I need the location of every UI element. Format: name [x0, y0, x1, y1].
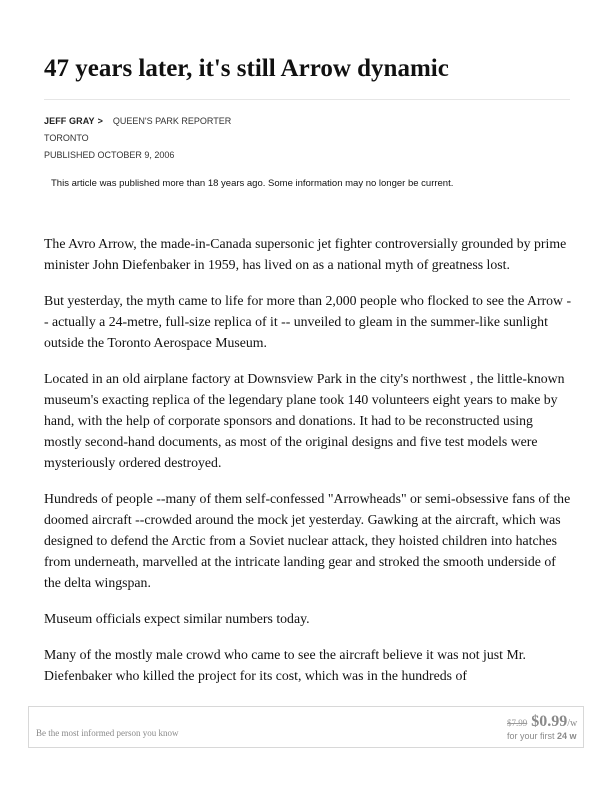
subscription-price[interactable] — [507, 713, 577, 731]
byline — [44, 115, 231, 166]
paragraph: But yesterday, the myth came to life for more than 2,000 people who flocked to see the Arrow -- actually a 24-metre, full-size replica of it -- unveiled to gleam in the summer-like sunlight outside the Toronto Aerospace Museum. — [44, 293, 572, 350]
terms-duration: 24 w — [557, 731, 577, 741]
subscription-banner[interactable] — [28, 706, 584, 748]
old-price: $7.99 — [507, 718, 528, 728]
headline-divider — [44, 99, 570, 100]
published-date: PUBLISHED OCTOBER 9, 2006 — [44, 150, 175, 160]
article-headline: 47 years later, it's still Arrow dynamic — [44, 55, 449, 82]
terms-prefix: for your first — [507, 731, 558, 741]
new-price: $0.99 — [531, 713, 568, 730]
author-role: QUEEN'S PARK REPORTER — [112, 116, 232, 126]
paragraph: Located in an old airplane factory at Downsview Park in the city's northwest , the little-known museum's exacting replica of the legendary plane took 140 volunteers eight years to make by hand, with the help of corporate sponsors and donations. It had to be reconstructed using mostly second-hand documents, as most of the original designs and five test models were mysteriously ordered destroyed. — [44, 371, 565, 470]
price-period: /w — [567, 718, 578, 729]
paragraph: Hundreds of people --many of them self-confessed "Arrowheads" or semi-obsessive fans of the doomed aircraft --crowded around the mock jet yesterday. Gawking at the aircraft, which was designed to defend the Arctic from a Soviet nuclear attack, they hoisted children into hatches from underneath, marvelled at the intricate landing gear and stroked the smooth underside of the delta wingspan. — [44, 491, 571, 590]
paragraph: The Avro Arrow, the made-in-Canada supersonic jet fighter controversially grounded by prime minister John Diefenbaker in 1959, has lived on as a national myth of greatness lost. — [44, 236, 567, 272]
archive-notice: This article was published more than 18 years ago. Some information may no longer be current. — [51, 178, 454, 189]
paragraph: Museum officials expect similar numbers today. — [44, 611, 310, 626]
chevron-right-icon[interactable]: > — [97, 116, 103, 126]
subscription-tagline: Be the most informed person you know — [36, 728, 179, 738]
subscription-terms — [507, 731, 577, 741]
dateline-location: TORONTO — [44, 133, 89, 143]
article-body — [44, 233, 572, 701]
author-link[interactable]: JEFF GRAY — [44, 116, 95, 126]
paragraph: Many of the mostly male crowd who came to see the aircraft believe it was not just Mr. Diefenbaker who killed the project for its cost, which was in the hundreds of — [44, 647, 526, 683]
